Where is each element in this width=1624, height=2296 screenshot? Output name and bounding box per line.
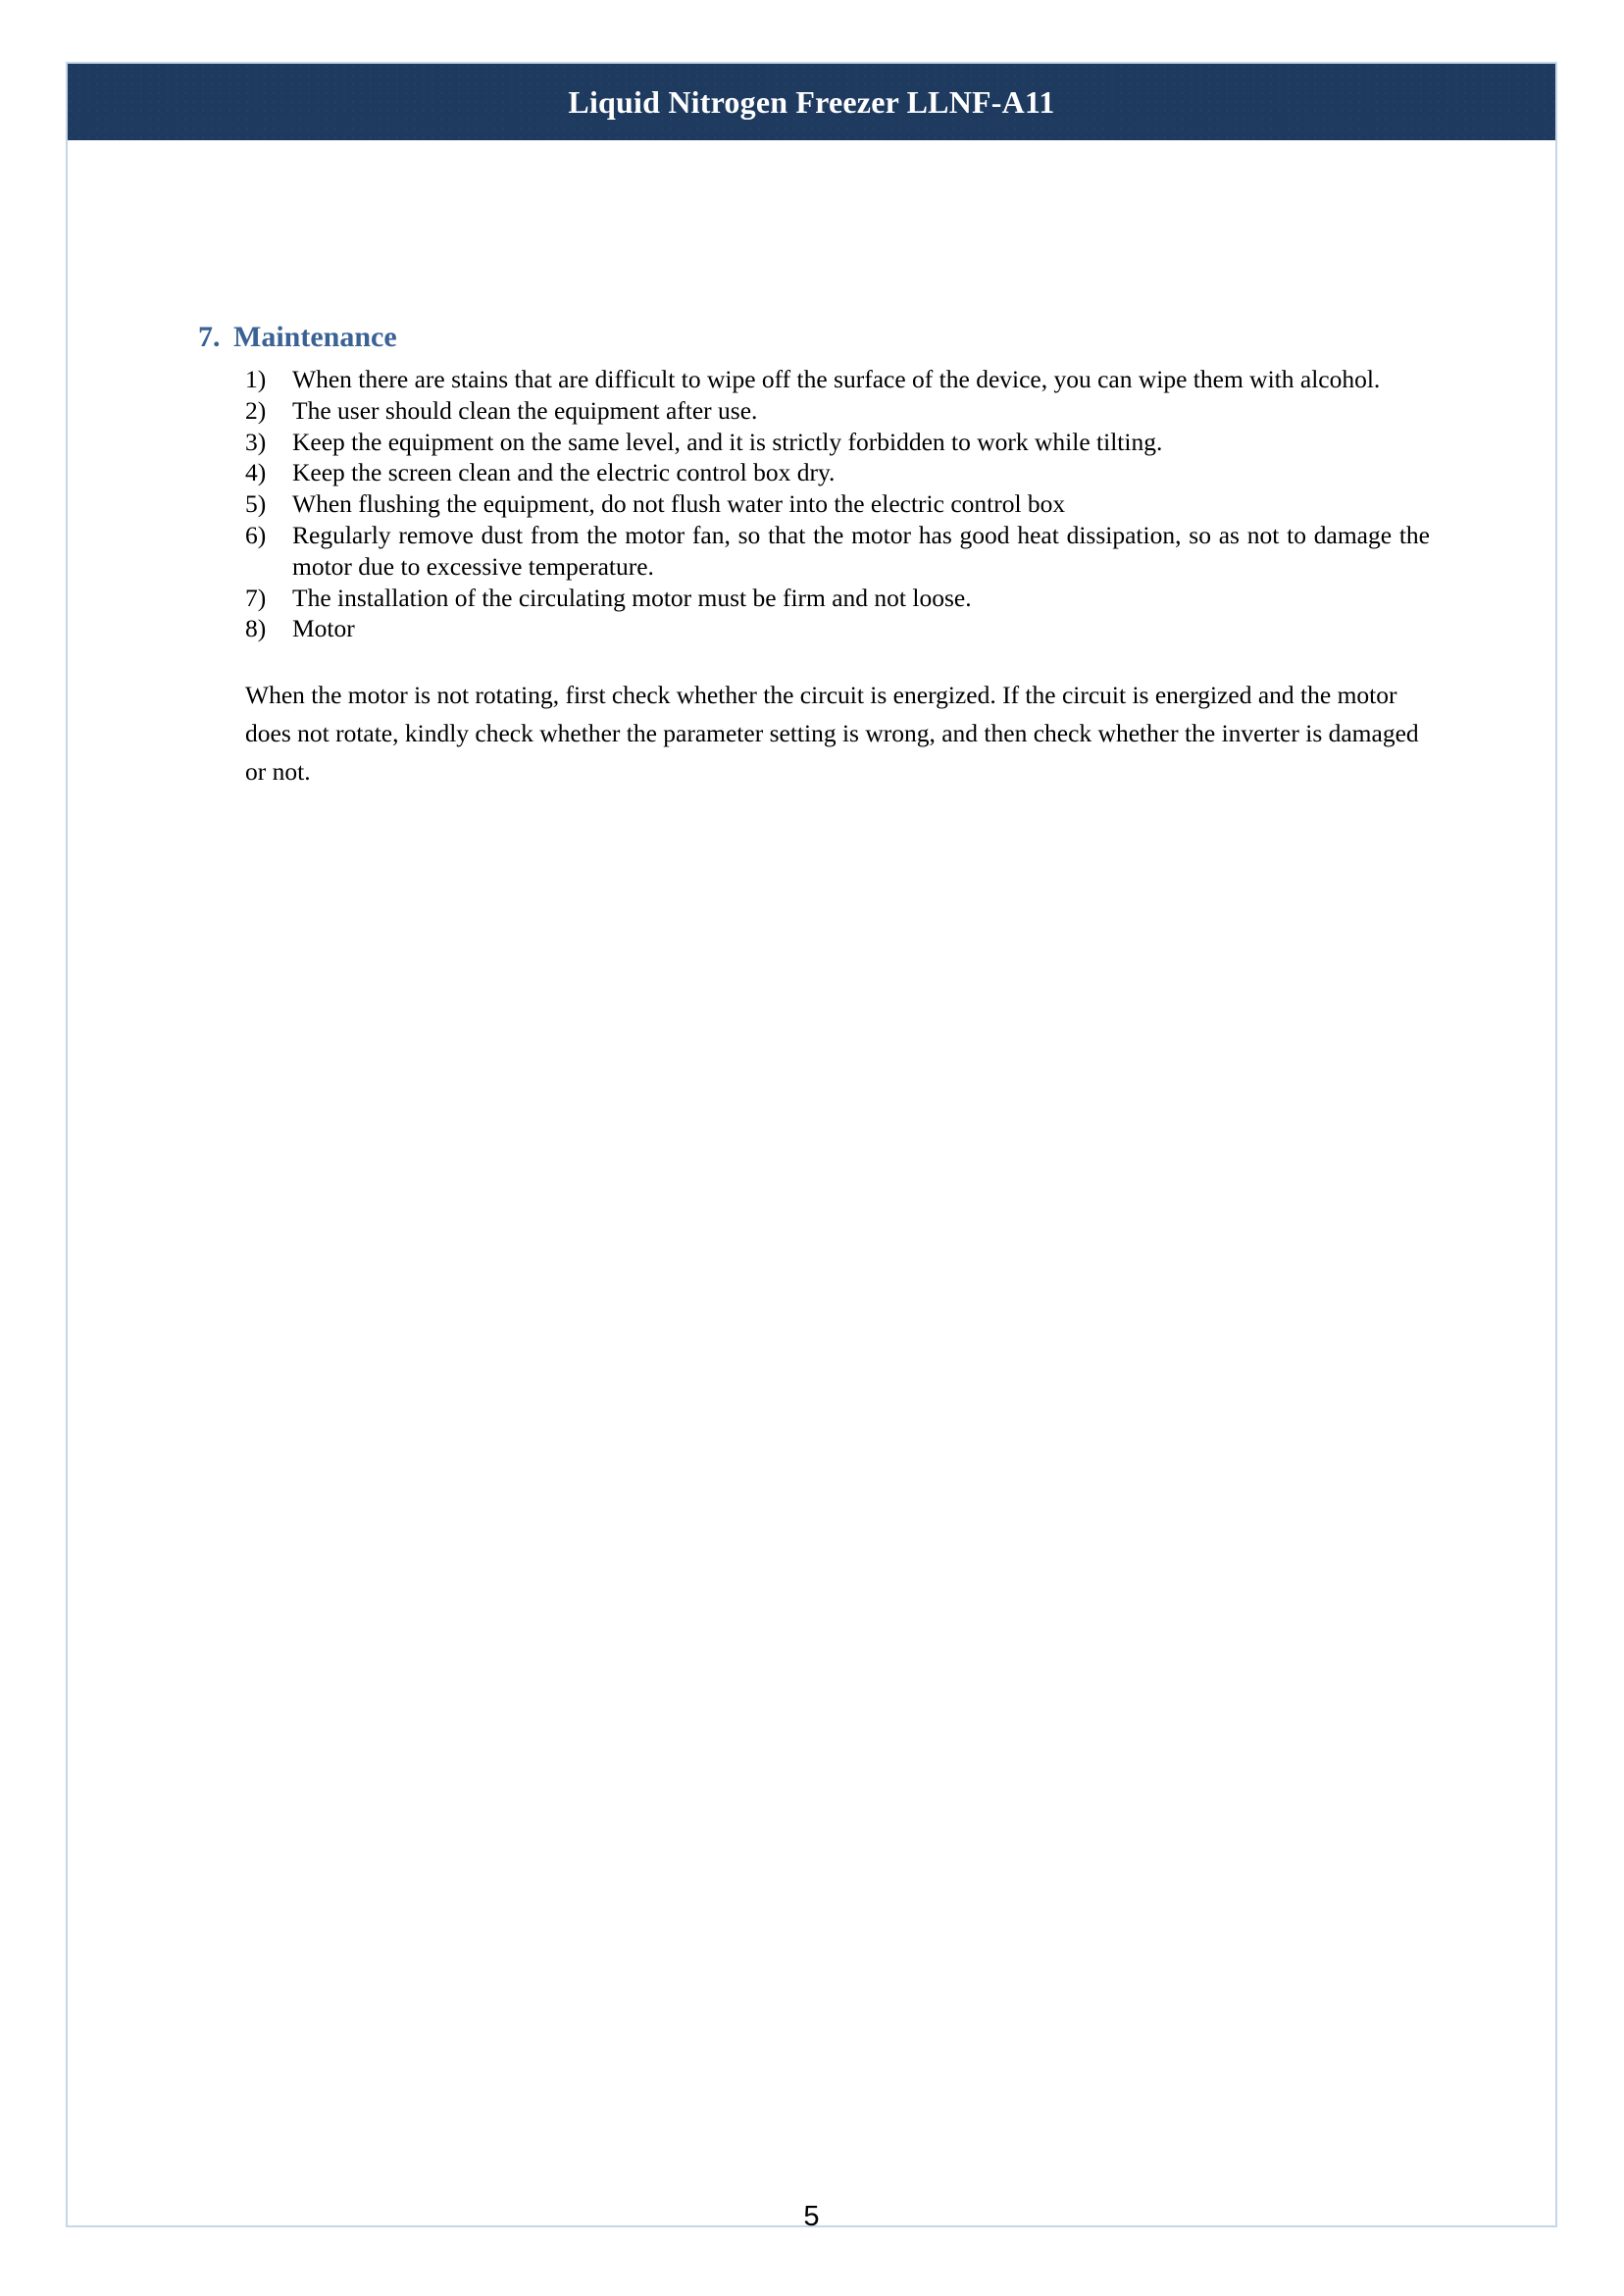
list-item-marker: 8) <box>245 614 267 643</box>
section-number: 7. <box>198 321 221 353</box>
maintenance-list <box>245 364 1430 644</box>
list-item-marker: 7) <box>245 583 267 612</box>
list-item <box>245 488 1430 520</box>
list-item-text: The user should clean the equipment after use. <box>292 395 758 425</box>
section-title: Maintenance <box>233 321 397 353</box>
section-heading <box>198 321 397 353</box>
list-item-text: Keep the equipment on the same level, and it is strictly forbidden to work while tilting. <box>292 427 1163 456</box>
list-item <box>245 457 1430 488</box>
list-item-marker: 3) <box>245 427 267 456</box>
document-header-title: Liquid Nitrogen Freezer LLNF-A11 <box>568 84 1055 120</box>
closing-paragraph: When the motor is not rotating, first check whether the circuit is energized. If the circuit is energized and the motor does not rotate, kindly check whether the parameter setting is wrong, and then check whether the inverter is damaged or not. <box>245 681 1419 786</box>
list-item <box>245 427 1430 458</box>
list-item-text: Regularly remove dust from the motor fan, so that the motor has good heat dissipation, so as not to damage the motor due to excessive temperature. <box>292 520 1430 581</box>
list-item-marker: 6) <box>245 520 267 549</box>
list-item-text: When flushing the equipment, do not flush water into the electric control box <box>292 489 1066 519</box>
list-item-marker: 5) <box>245 489 267 519</box>
list-item <box>245 613 1430 644</box>
document-header-band <box>68 64 1555 140</box>
list-item-text: Motor <box>292 614 355 643</box>
list-item-text: When there are stains that are difficult to wipe off the surface of the device, you can wipe them with alcohol. <box>292 365 1381 393</box>
list-item-marker: 4) <box>245 458 267 487</box>
list-item-text: Keep the screen clean and the electric control box dry. <box>292 458 836 487</box>
list-item <box>245 364 1430 395</box>
page-number: 5 <box>803 2201 820 2232</box>
list-item-marker: 2) <box>245 395 267 425</box>
list-item-text: The installation of the circulating motor must be firm and not loose. <box>292 583 972 612</box>
document-page <box>66 62 1557 2232</box>
list-item <box>245 395 1430 427</box>
list-item <box>245 583 1430 614</box>
list-item <box>245 520 1430 583</box>
list-item-marker: 1) <box>245 365 267 393</box>
